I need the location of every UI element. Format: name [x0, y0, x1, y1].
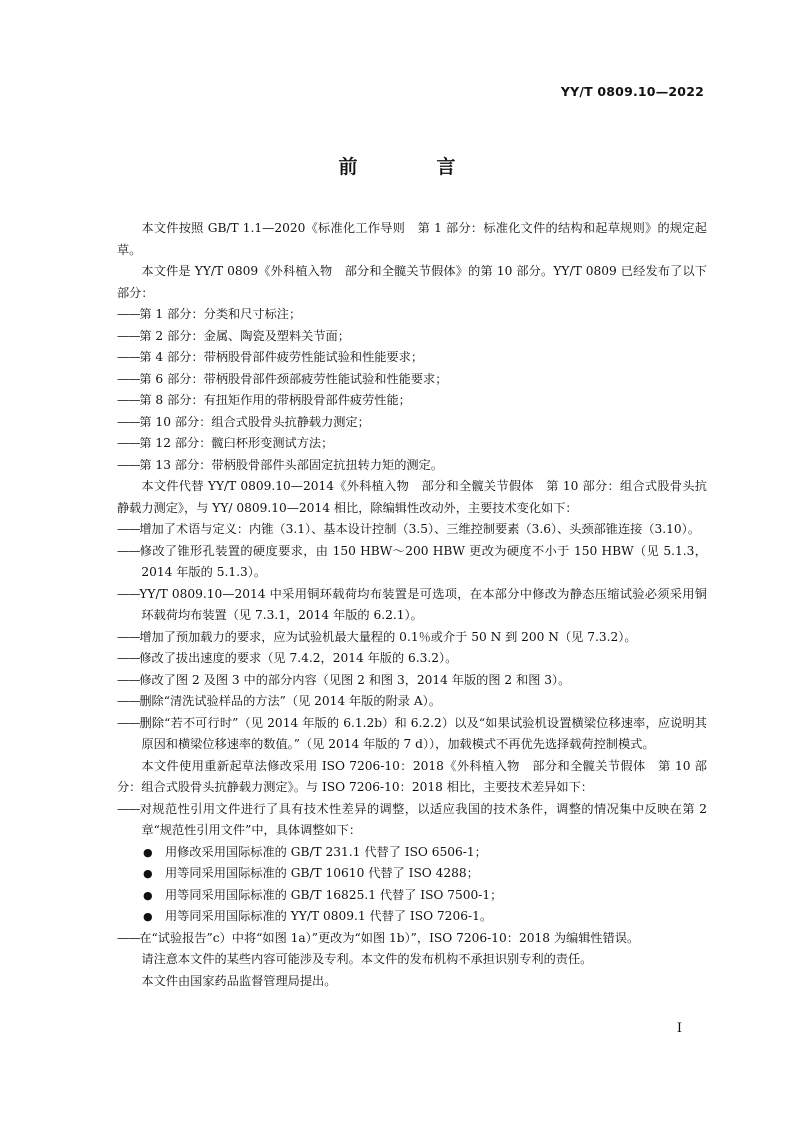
iso-difference-item: [117, 906, 707, 928]
page-number: I: [676, 1021, 682, 1036]
change-item: —— 删除“清洗试验样品的方法”（见 2014 年版的附录 A）。: [117, 691, 707, 713]
intro-paragraph-2: 本文件是 YY/T 0809《外科植入物 部分和全髋关节假体》的第 10 部分。YY/T 0809 已经发布了以下部分：: [117, 264, 707, 300]
change-item: —— 修改了图 2 及图 3 中的部分内容（见图 2 和图 3，2014 年版的图 2 和图 3）。: [117, 670, 707, 692]
iso-difference-editorial: —— 在“试验报告”c）中将“如图 1a）”更改为“如图 1b）”，ISO 7206-10：2018 为编辑性错误。: [117, 928, 707, 950]
bullet-icon: ●: [143, 888, 153, 902]
bullet-icon: ●: [143, 910, 153, 923]
iso-difference-text: 用等同采用国际标准的 YY/T 0809.1 代替了 ISO 7206-1。: [165, 909, 493, 923]
parts-list-item: —— 第 1 部分：分类和尺寸标注；: [117, 304, 707, 326]
iso-adoption-paragraph: 本文件使用重新起草法修改采用 ISO 7206-10：2018《外科植入物 部分和全髋关节假体 第 10 部分：组合式股骨头抗静载力测定》。与 ISO 7206-10：2018 相比，主要技术差异如下：: [117, 758, 707, 794]
iso-difference-text: 用等同采用国际标准的 GB/T 10610 代替了 ISO 4288；: [165, 866, 479, 880]
parts-list: [117, 304, 707, 476]
parts-list-item: —— 第 8 部分：有扭矩作用的带柄股骨部件疲劳性能；: [117, 390, 707, 412]
standard-code: YY/T 0809.10—2022: [560, 84, 704, 99]
parts-list-item: —— 第 12 部分：髋臼杯形变测试方法；: [117, 433, 707, 455]
change-item: —— 修改了锥形孔装置的硬度要求，由 150 HBW～200 HBW 更改为硬度不小于 150 HBW（见 5.1.3，2014 年版的 5.1.3）。: [117, 541, 707, 584]
iso-difference-list: [117, 842, 707, 928]
parts-list-item: —— 第 10 部分：组合式股骨头抗静载力测定；: [117, 412, 707, 434]
iso-difference-item: [117, 885, 707, 907]
iso-difference-intro: —— 对规范性引用文件进行了具有技术性差异的调整，以适应我国的技术条件，调整的情况集中反映在第 2 章“规范性引用文件”中，具体调整如下：: [117, 799, 707, 842]
bullet-icon: ●: [143, 845, 153, 859]
document-body: [117, 218, 707, 992]
patent-note: 请注意本文件的某些内容可能涉及专利。本文件的发布机构不承担识别专利的责任。: [141, 952, 593, 966]
parts-list-item: —— 第 6 部分：带柄股骨部件颈部疲劳性能试验和性能要求；: [117, 369, 707, 391]
changes-list: [117, 519, 707, 756]
iso-difference-item: [117, 863, 707, 885]
change-item: —— YY/T 0809.10—2014 中采用铜环载荷均布装置是可选项，在本部分中修改为静态压缩试验必须采用铜环载荷均布装置（见 7.3.1，2014 年版的 6.2.1）。: [117, 584, 707, 627]
bullet-icon: ●: [143, 867, 153, 880]
parts-list-item: —— 第 4 部分：带柄股骨部件疲劳性能试验和性能要求；: [117, 347, 707, 369]
iso-difference-text: 用等同采用国际标准的 GB/T 16825.1 代替了 ISO 7500-1；: [165, 887, 503, 902]
change-item: —— 修改了拔出速度的要求（见 7.4.2，2014 年版的 6.3.2）。: [117, 648, 707, 670]
iso-difference-text: 用修改采用国际标准的 GB/T 231.1 代替了 ISO 6506-1；: [165, 844, 487, 859]
change-item: —— 增加了预加载力的要求，应为试验机最大量程的 0.1％或介于 50 N 到 200 N（见 7.3.2）。: [117, 627, 707, 649]
parts-list-item: —— 第 13 部分：带柄股骨部件头部固定抗扭转力矩的测定。: [117, 455, 707, 477]
replacement-paragraph: 本文件代替 YY/T 0809.10—2014《外科植入物 部分和全髋关节假体 第 10 部分：组合式股骨头抗静载力测定》，与 YY/ 0809.10—2014 相比，除编辑性改动外，主要技术变化如下：: [117, 479, 707, 515]
change-item: —— 增加了术语与定义：内锥（3.1）、基本设计控制（3.5）、三维控制要素（3.6）、头颈部锥连接（3.10）。: [117, 519, 707, 541]
parts-list-item: —— 第 2 部分：金属、陶瓷及塑料关节面；: [117, 326, 707, 348]
proposer-note: 本文件由国家药品监督管理局提出。: [141, 973, 337, 988]
change-item: —— 删除“若不可行时”（见 2014 年版的 6.1.2b）和 6.2.2）以及“如果试验机设置横梁位移速率，应说明其原因和横梁位移速率的数值。”（见 2014 年版的 7 d）），加载模式不再优先选择载荷控制模式。: [117, 713, 707, 756]
iso-difference-item: [117, 842, 707, 864]
intro-paragraph-1: 本文件按照 GB/T 1.1—2020《标准化工作导则 第 1 部分：标准化文件的结构和起草规则》的规定起草。: [117, 221, 707, 257]
page-title: 前 言: [338, 156, 486, 178]
